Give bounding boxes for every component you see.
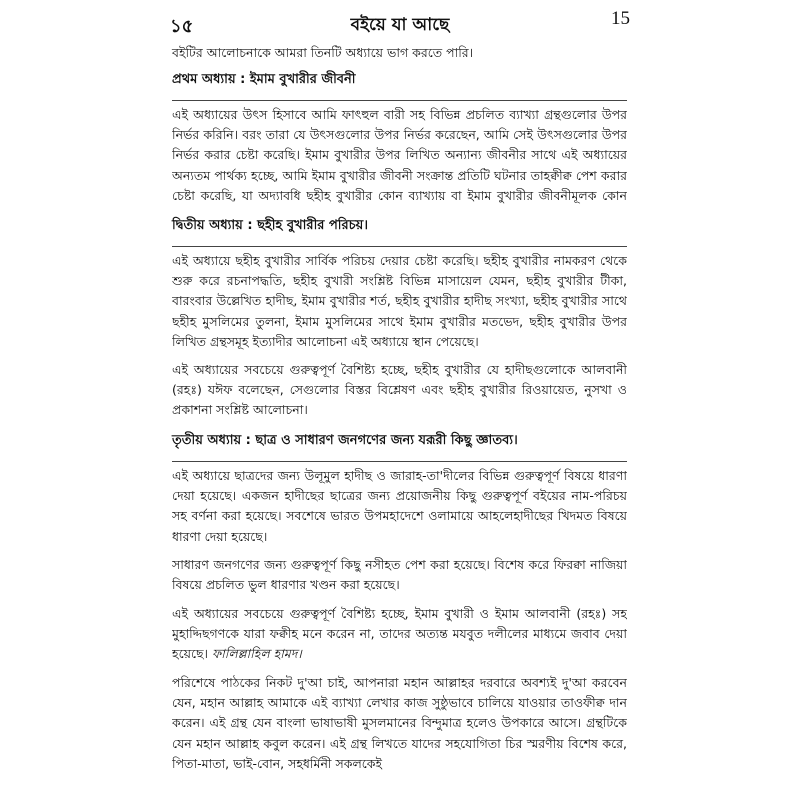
- chapter-1: [172, 70, 627, 206]
- chapter-paragraph: [172, 673, 627, 774]
- page-content: [172, 44, 627, 784]
- paragraph-text: এই অধ্যায়ের সবচেয়ে গুরুত্বপূর্ণ বৈশিষ্ট্য হচ্ছে, ছহীহ বুখারীর যে হাদীছগুলোকে আলবানী (রহঃ) যঈফ বলেছেন, সেগুলোর বিস্তর বিশ্লেষণ এবং ছহীহ বুখারীর রিওয়ায়েত, নুসখা ও প্রকাশনা সংশ্লিষ্ট আলোচনা।: [172, 362, 627, 418]
- chapter-paragraph: [172, 360, 627, 421]
- chapter-2: [172, 216, 627, 421]
- paragraph-text: পরিশেষে পাঠকের নিকট দু'আ চাই, আপনারা মহান আল্লাহর দরবারে অবশ্যই দু'আ করবেন যেন, মহান আল্লাহ আমাকে এই ব্যাখ্যা লেখার কাজ সুষ্ঠুভাবে চালিয়ে যাওয়ার তাওফীক্ব দান করেন। এই গ্রন্থ যেন বাংলা ভাষাভাষী মুসলমানের বিন্দুমাত্র হলেও উপকারে আসে। গ্রন্থটিকে যেন মহান আল্লাহ কবুল করেন। এই গ্রন্থ লিখতে যাদের সহযোগিতা চির স্মরণীয় বিশেষ করে, পিতা-মাতা, ভাই-বোন, সহধর্মিনী সকলকেই: [172, 675, 627, 771]
- chapter-paragraph: [172, 246, 627, 352]
- page-header: [170, 6, 630, 40]
- page-title: বইয়ে যা আছে: [350, 15, 450, 35]
- paragraph-text: এই অধ্যায়ের উৎস হিসাবে আমি ফাৎহুল বারী সহ বিভিন্ন প্রচলিত ব্যাখ্যা গ্রন্থগুলোর উপর নির্ভর করিনি। বরং তারা যে উৎসগুলোর উপর নির্ভর করেছেন, আমি সেই উৎসগুলোর উপর নির্ভর করার চেষ্টা করেছি। ইমাম বুখারীর উপর লিখিত অন্যান্য জীবনীর সাথে এই অধ্যায়ের অন্যতম পার্থক্য হচ্ছে, আমি ইমাম বুখারীর জীবনী সংক্রান্ত প্রতিটি ঘটনার তাহক্বীক্ব পেশ করার চেষ্টা করেছি, যা অদ্যাবধি ছহীহ বুখারীর কোন ব্যাখ্যায় বা ইমাম বুখারীর জীবনীমূলক কোন: [172, 107, 627, 203]
- page-number-bengali: ১৫: [170, 16, 194, 37]
- chapter-paragraph: [172, 555, 627, 596]
- chapter-heading: দ্বিতীয় অধ্যায় : ছহীহ বুখারীর পরিচয়।: [172, 218, 368, 233]
- intro-text: বইটির আলোচনাকে আমরা তিনটি অধ্যায়ে ভাগ করতে পারি।: [172, 45, 474, 60]
- chapter-heading: তৃতীয় অধ্যায় : ছাত্র ও সাধারণ জনগণের জন্য যরূরী কিছু জ্ঞাতব্য।: [172, 433, 518, 448]
- paragraph-text: এই অধ্যায়ে ছহীহ বুখারীর সার্বিক পরিচয় দেয়ার চেষ্টা করেছি। ছহীহ বুখারীর নামকরণ থেকে শুরু করে রচনাপদ্ধতি, ছহীহ বুখারী সংশ্লিষ্ট বিভিন্ন মাসায়েল যেমন, ছহীহ বুখারীর টীকা, বারংবার উল্লেখিত হাদীছ, ইমাম বুখারীর শর্ত, ছহীহ বুখারীর হাদীছ সংখ্যা, ছহীহ বুখারীর সাথে ছহীহ মুসলিমের তুলনা, ইমাম মুসলিমের সাথে ইমাম বুখারীর মতভেদ, ছহীহ বুখারীর উপর লিখিত গ্রন্থসমূহ ইত্যাদীর আলোচনা এই অধ্যায়ে স্থান পেয়েছে।: [172, 253, 627, 349]
- chapter-heading: প্রথম অধ্যায় : ইমাম বুখারীর জীবনী: [172, 72, 356, 87]
- chapter-paragraph: [172, 461, 627, 547]
- paragraph-text: এই অধ্যায়ের সবচেয়ে গুরুত্বপূর্ণ বৈশিষ্ট্য হচ্ছে, ইমাম বুখারী ও ইমাম আলবানী (রহঃ) সহ মুহাদ্দিছগণকে যারা ফক্বীহ মনে করেন না, তাদের অত্যন্ত মযবুত দলীলের মাধ্যমে জবাব দেয়া হয়েছে।: [172, 606, 627, 662]
- chapter-paragraph: [172, 604, 627, 665]
- chapter-paragraph: [172, 100, 627, 206]
- paragraph-text: এই অধ্যায়ে ছাত্রদের জন্য উলূমুল হাদীছ ও জারাহ-তা'দীলের বিভিন্ন গুরুত্বপূর্ণ বিষয়ে ধারণা দেয়া হয়েছে। একজন হাদীছের ছাত্রের জন্য প্রয়োজনীয় কিছু গুরুত্বপূর্ণ বইয়ের নাম-পরিচয় সহ বর্ণনা করা হয়েছে। সবশেষে ভারত উপমহাদেশে ওলামায়ে আহলেহাদীছের খিদমত বিষয়ে ধারণা দেয়া হয়েছে।: [172, 468, 627, 544]
- paragraph-text: সাধারণ জনগণের জন্য গুরুত্বপূর্ণ কিছু নসীহত পেশ করা হয়েছে। বিশেষ করে ফিরক্বা নাজিয়া বিষয়ে প্রচলিত ভুল ধারণার খণ্ডন করা হয়েছে।: [172, 557, 627, 593]
- paragraph-emphasis: ফালিল্লাহিল হামদ।: [212, 646, 302, 662]
- chapter-3: [172, 431, 627, 774]
- page-number-arabic: 15: [611, 8, 630, 29]
